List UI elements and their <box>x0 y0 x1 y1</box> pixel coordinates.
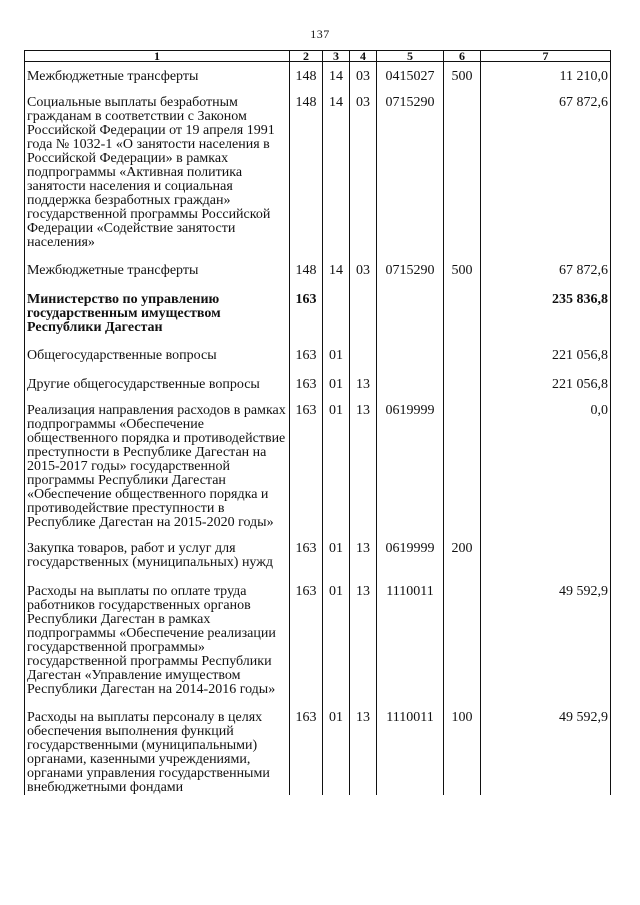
column-3-cell <box>323 293 350 335</box>
table-row <box>25 378 611 392</box>
column-2-cell: 148 <box>290 264 323 278</box>
spacer-cell <box>290 363 323 378</box>
column-5-cell <box>377 293 444 335</box>
column-3-cell: 01 <box>323 404 350 530</box>
column-4-cell: 13 <box>350 585 377 697</box>
column-4-cell: 03 <box>350 264 377 278</box>
expense-name-cell: Закупка товаров, работ и услуг для государственных (муниципальных) нужд <box>25 542 290 570</box>
column-4-cell <box>350 349 377 363</box>
column-6-cell <box>444 293 481 335</box>
budget-table <box>24 50 611 795</box>
column-3-cell: 01 <box>323 711 350 795</box>
column-2-cell: 163 <box>290 585 323 697</box>
row-spacer <box>25 278 611 293</box>
spacer-cell <box>350 697 377 711</box>
column-7-cell: 221 056,8 <box>481 349 611 363</box>
spacer-cell <box>444 278 481 293</box>
column-5-cell: 1110011 <box>377 585 444 697</box>
row-spacer <box>25 570 611 585</box>
expense-name-cell: Министерство по управлению государственным имуществом Республики Дагестан <box>25 293 290 335</box>
spacer-cell <box>323 363 350 378</box>
spacer-cell <box>481 530 611 542</box>
column-5-cell: 0715290 <box>377 96 444 250</box>
spacer-cell <box>377 278 444 293</box>
spacer-cell <box>350 335 377 349</box>
column-3-cell: 01 <box>323 378 350 392</box>
column-header-2: 2 <box>290 51 323 62</box>
spacer-cell <box>444 250 481 264</box>
row-spacer <box>25 697 611 711</box>
column-5-cell: 1110011 <box>377 711 444 795</box>
spacer-cell <box>481 697 611 711</box>
spacer-cell <box>481 363 611 378</box>
spacer-cell <box>290 335 323 349</box>
table-row <box>25 542 611 570</box>
column-3-cell: 01 <box>323 542 350 570</box>
table-row <box>25 349 611 363</box>
spacer-cell <box>444 697 481 711</box>
spacer-cell <box>323 250 350 264</box>
expense-name-cell: Расходы на выплаты по оплате труда работников государственных органов Республики Дагестан в рамках подпрограммы «Обеспечение реализации государственной программы» государственной программы Республики Дагестан «Управление имуществом Республики Дагестан на 2014-2016 годы» <box>25 585 290 697</box>
table-row <box>25 293 611 335</box>
spacer-cell <box>25 363 290 378</box>
column-7-cell: 11 210,0 <box>481 70 611 84</box>
column-3-cell: 01 <box>323 585 350 697</box>
table-row <box>25 264 611 278</box>
column-5-cell: 0619999 <box>377 404 444 530</box>
column-header-7: 7 <box>481 51 611 62</box>
column-2-cell: 163 <box>290 293 323 335</box>
column-header-3: 3 <box>323 51 350 62</box>
spacer-cell <box>377 335 444 349</box>
spacer-cell <box>25 697 290 711</box>
table-row <box>25 70 611 84</box>
column-6-cell: 200 <box>444 542 481 570</box>
column-3-cell: 01 <box>323 349 350 363</box>
spacer-cell <box>444 335 481 349</box>
row-spacer <box>25 363 611 378</box>
column-2-cell: 148 <box>290 96 323 250</box>
column-6-cell <box>444 404 481 530</box>
spacer-cell <box>323 570 350 585</box>
spacer-cell <box>290 570 323 585</box>
spacer-cell <box>481 570 611 585</box>
expense-name-cell: Расходы на выплаты персоналу в целях обеспечения выполнения функций государственными (муниципальными) органами, казенными учреждениями, органами управления государственными внебюджетными фондами <box>25 711 290 795</box>
spacer-cell <box>290 250 323 264</box>
column-2-cell: 163 <box>290 404 323 530</box>
column-7-cell: 0,0 <box>481 404 611 530</box>
column-6-cell <box>444 349 481 363</box>
column-header-5: 5 <box>377 51 444 62</box>
spacer-cell <box>323 697 350 711</box>
spacer-cell <box>290 278 323 293</box>
column-4-cell: 13 <box>350 542 377 570</box>
spacer-cell <box>444 84 481 96</box>
spacer-cell <box>350 570 377 585</box>
column-header-4: 4 <box>350 51 377 62</box>
table-row <box>25 96 611 250</box>
column-7-cell: 221 056,8 <box>481 378 611 392</box>
column-2-cell: 163 <box>290 711 323 795</box>
spacer-cell <box>25 570 290 585</box>
spacer-cell <box>377 363 444 378</box>
spacer-cell <box>377 697 444 711</box>
table-row <box>25 585 611 697</box>
spacer-cell <box>25 250 290 264</box>
spacer-cell <box>25 278 290 293</box>
page-number: 137 <box>310 27 330 41</box>
expense-name-cell: Социальные выплаты безработным гражданам в соответствии с Законом Российской Федерации от 19 апреля 1991 года № 1032-1 «О занятости населения в Российской Федерации» в рамках подпрограммы «Активная политика занятости населения и социальная поддержка безработных граждан» государственной программы Российской Федерации «Содействие занятости населения» <box>25 96 290 250</box>
spacer-cell <box>323 335 350 349</box>
spacer-cell <box>350 250 377 264</box>
expense-name-cell: Другие общегосударственные вопросы <box>25 378 290 392</box>
column-5-cell: 0619999 <box>377 542 444 570</box>
column-5-cell <box>377 378 444 392</box>
column-4-cell: 03 <box>350 96 377 250</box>
spacer-cell <box>444 570 481 585</box>
column-2-cell: 163 <box>290 542 323 570</box>
expense-name-cell: Межбюджетные трансферты <box>25 264 290 278</box>
row-spacer <box>25 250 611 264</box>
column-6-cell: 500 <box>444 264 481 278</box>
column-6-cell: 100 <box>444 711 481 795</box>
column-2-cell: 148 <box>290 70 323 84</box>
column-5-cell <box>377 349 444 363</box>
spacer-cell <box>481 278 611 293</box>
spacer-cell <box>350 278 377 293</box>
column-header-1: 1 <box>25 51 290 62</box>
column-header-6: 6 <box>444 51 481 62</box>
table-body <box>25 62 611 796</box>
spacer-cell <box>377 570 444 585</box>
spacer-cell <box>481 335 611 349</box>
column-5-cell: 0715290 <box>377 264 444 278</box>
column-4-cell: 03 <box>350 70 377 84</box>
expense-name-cell: Общегосударственные вопросы <box>25 349 290 363</box>
column-2-cell: 163 <box>290 378 323 392</box>
column-3-cell: 14 <box>323 70 350 84</box>
column-7-cell <box>481 542 611 570</box>
column-4-cell: 13 <box>350 378 377 392</box>
column-6-cell: 500 <box>444 70 481 84</box>
expense-name-cell: Межбюджетные трансферты <box>25 70 290 84</box>
spacer-cell <box>350 363 377 378</box>
column-2-cell: 163 <box>290 349 323 363</box>
column-7-cell: 67 872,6 <box>481 264 611 278</box>
column-number-row <box>25 51 611 62</box>
column-4-cell: 13 <box>350 404 377 530</box>
column-6-cell <box>444 378 481 392</box>
column-4-cell <box>350 293 377 335</box>
column-7-cell: 49 592,9 <box>481 585 611 697</box>
spacer-cell <box>25 335 290 349</box>
spacer-cell <box>290 697 323 711</box>
table-row <box>25 404 611 530</box>
spacer-cell <box>444 392 481 404</box>
column-6-cell <box>444 96 481 250</box>
column-4-cell: 13 <box>350 711 377 795</box>
column-3-cell: 14 <box>323 264 350 278</box>
table-row <box>25 711 611 795</box>
column-3-cell: 14 <box>323 96 350 250</box>
column-7-cell: 67 872,6 <box>481 96 611 250</box>
column-5-cell: 0415027 <box>377 70 444 84</box>
spacer-cell <box>323 278 350 293</box>
column-6-cell <box>444 585 481 697</box>
column-7-cell: 235 836,8 <box>481 293 611 335</box>
column-7-cell: 49 592,9 <box>481 711 611 795</box>
expense-name-cell: Реализация направления расходов в рамках подпрограммы «Обеспечение общественного порядка и противодействие преступности в Республике Дагестан на 2015-2017 годы» государственной программы Республики Дагестан «Обеспечение общественного порядка и противодействие преступности в Республике Дагестан на 2015-2020 годы» <box>25 404 290 530</box>
spacer-cell <box>377 250 444 264</box>
spacer-cell <box>444 363 481 378</box>
row-spacer <box>25 335 611 349</box>
spacer-cell <box>481 250 611 264</box>
